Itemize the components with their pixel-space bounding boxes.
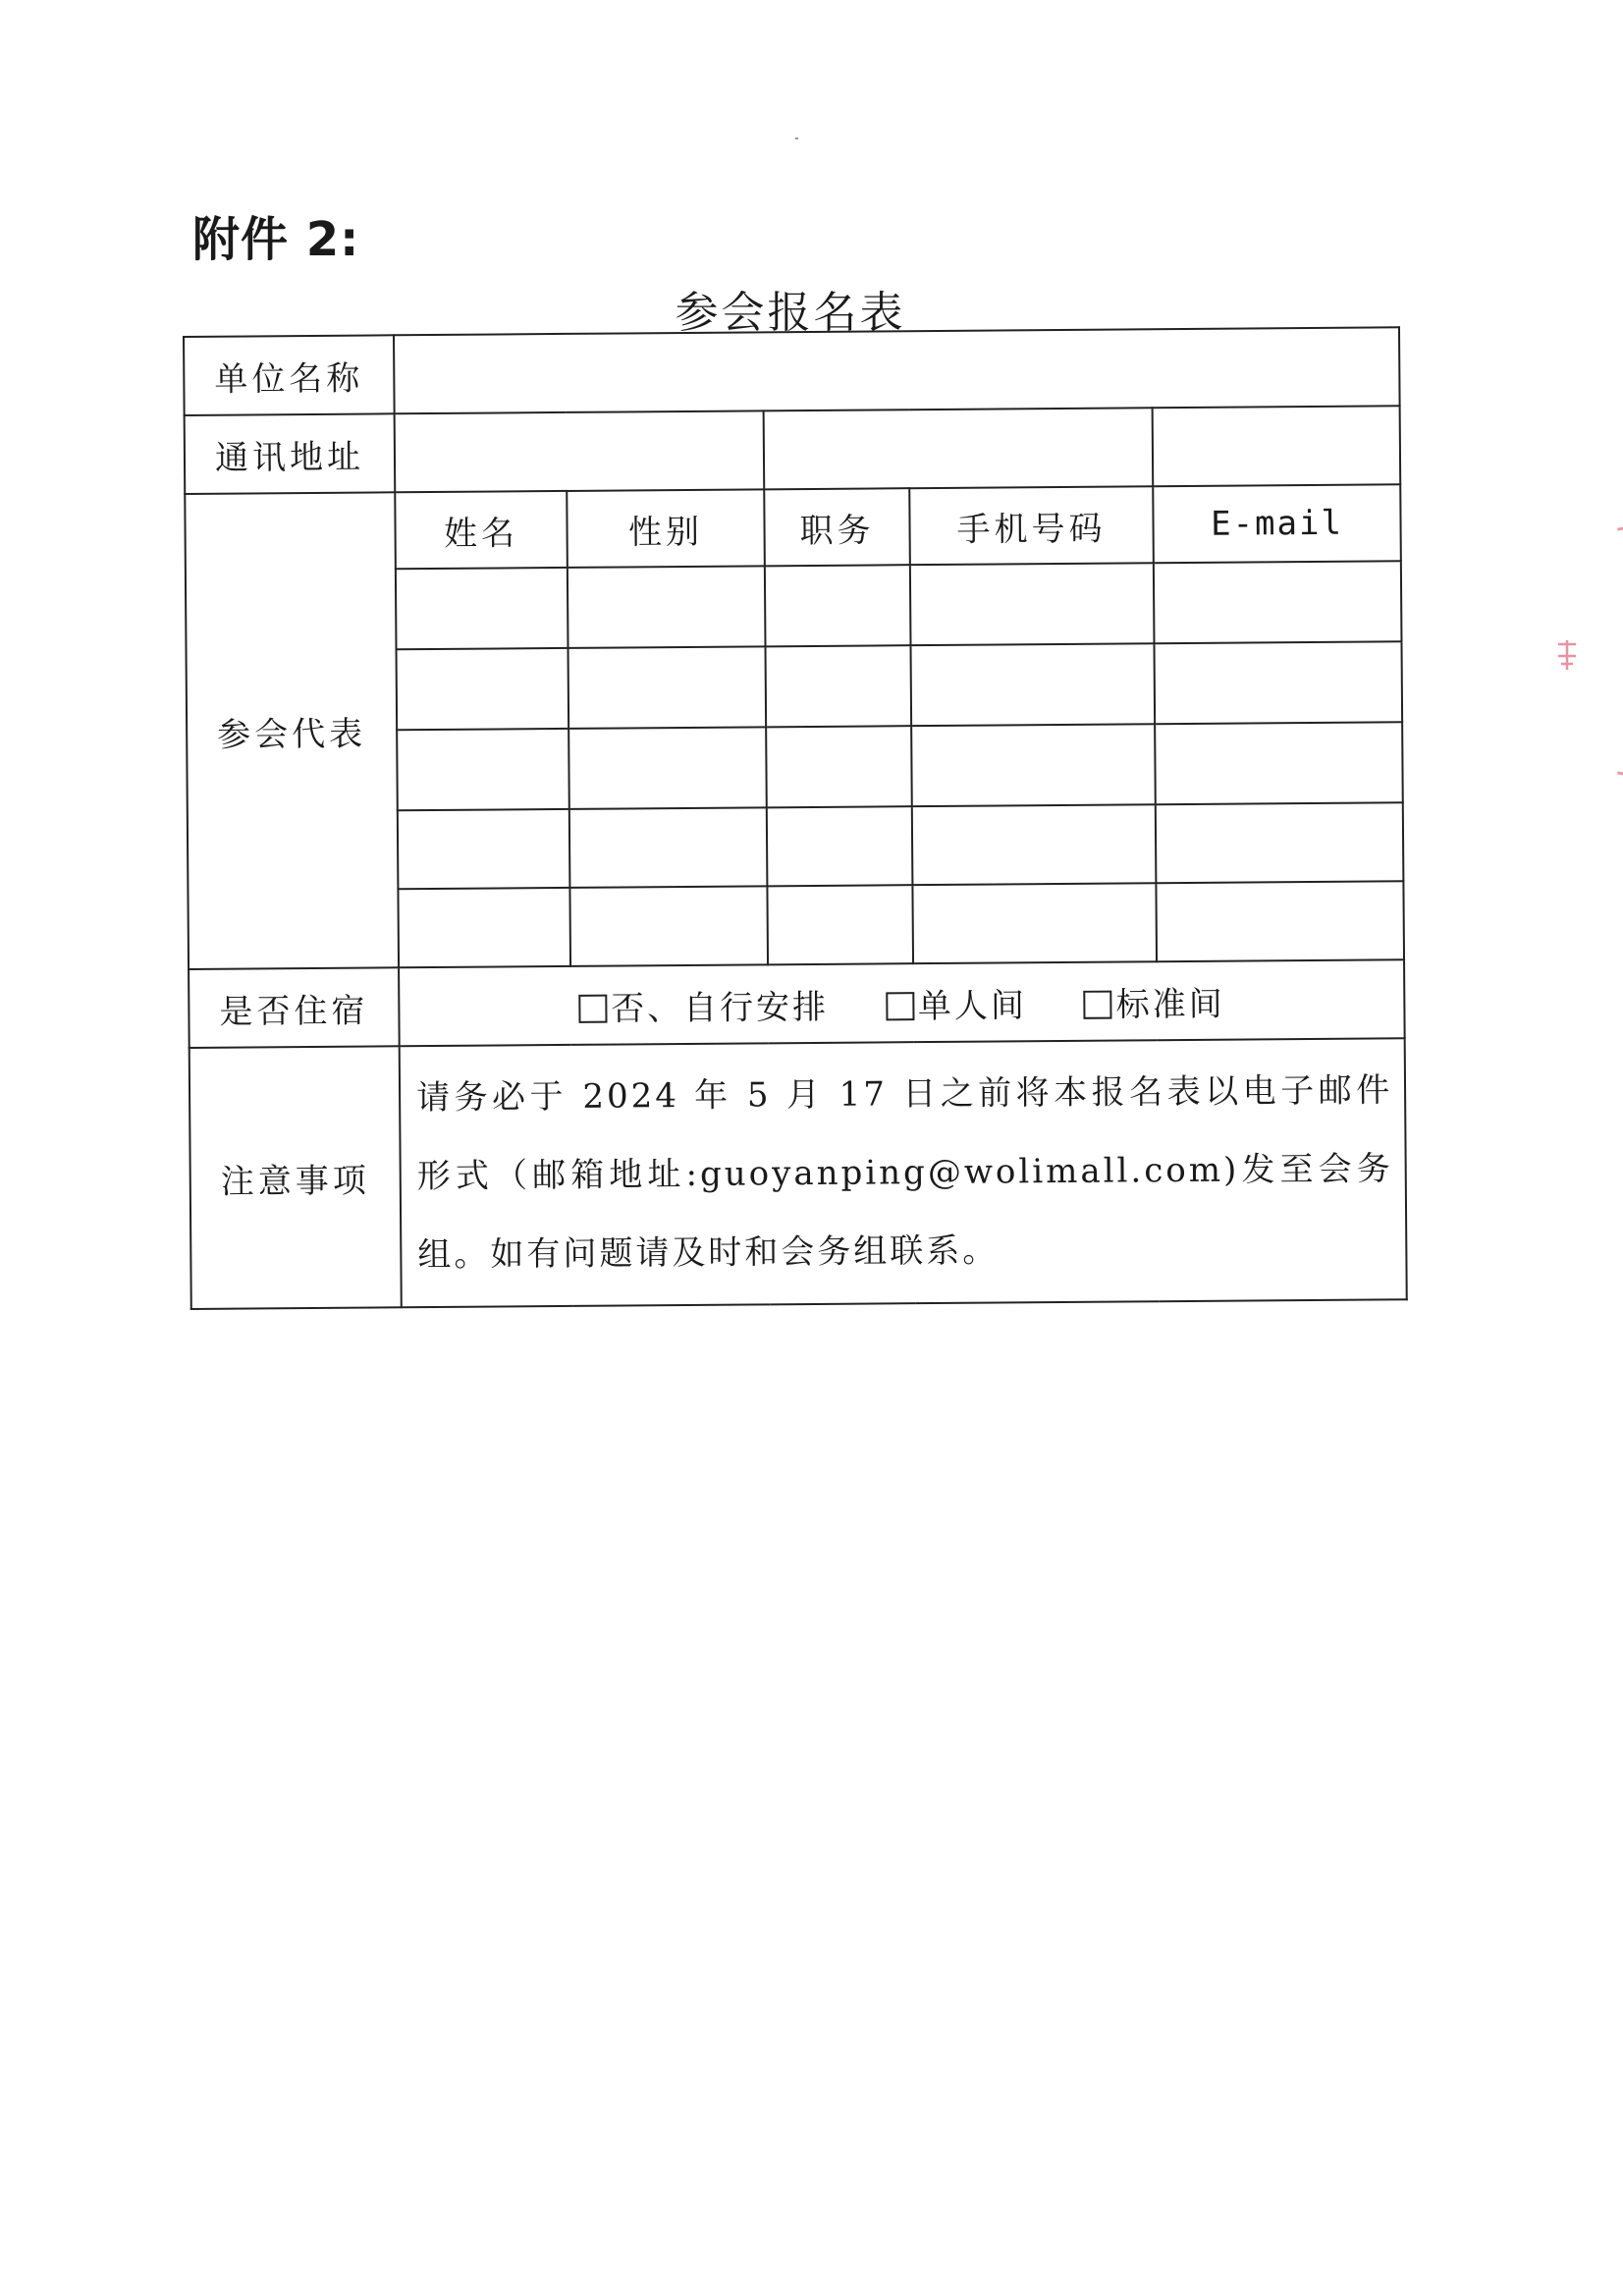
unit-name-field[interactable]: [394, 327, 1400, 413]
phone-cell[interactable]: [912, 804, 1157, 885]
lodging-option-single-room[interactable]: [886, 978, 1027, 1027]
unit-name-row: [184, 327, 1400, 415]
lodging-option-label: 单人间: [917, 985, 1028, 1026]
registration-form-table: [183, 326, 1408, 1310]
phone-cell[interactable]: [912, 883, 1157, 963]
lodging-row: [189, 959, 1405, 1048]
gender-cell[interactable]: [569, 807, 768, 888]
address-field-3[interactable]: [1153, 406, 1401, 486]
phone-cell[interactable]: [910, 563, 1155, 645]
unit-name-label: 单位名称: [184, 335, 395, 415]
email-cell[interactable]: [1156, 881, 1404, 961]
notes-text: 请务必于 2024 年 5 月 17 日之前将本报名表以电子邮件形式（邮箱地址:guoyanping@wolimall.com)发至会务组。如有问题请及时和会务组联系。: [400, 1038, 1407, 1307]
lodging-options: [399, 959, 1405, 1046]
name-cell[interactable]: [398, 888, 570, 967]
column-header-gender: 性别: [567, 489, 765, 568]
address-label: 通讯地址: [185, 413, 396, 494]
column-header-position: 职务: [764, 488, 910, 566]
gender-cell[interactable]: [569, 886, 768, 966]
name-cell[interactable]: [397, 729, 569, 810]
lodging-option-standard-room[interactable]: [1083, 976, 1224, 1025]
gender-cell[interactable]: [568, 566, 766, 648]
representatives-header-row: [185, 484, 1401, 571]
column-header-phone: 手机号码: [909, 486, 1154, 565]
position-cell[interactable]: [765, 565, 911, 646]
red-seal-stamp-fragment: [1554, 638, 1580, 672]
lodging-option-label: 否、自行安排: [610, 987, 830, 1029]
address-row: [185, 406, 1401, 494]
form-title: 参会报名表: [675, 288, 906, 338]
notes-row: [189, 1038, 1407, 1309]
email-cell[interactable]: [1155, 722, 1403, 804]
position-cell[interactable]: [767, 885, 913, 964]
checkbox-icon[interactable]: [886, 992, 914, 1020]
position-cell[interactable]: [766, 645, 912, 727]
gender-cell[interactable]: [568, 646, 767, 729]
address-field-2[interactable]: [764, 408, 1154, 489]
gender-cell[interactable]: [568, 727, 767, 809]
representatives-label: 参会代表: [185, 492, 399, 969]
checkbox-icon[interactable]: [578, 994, 607, 1022]
attachment-label: 附件 2:: [192, 212, 360, 267]
name-cell[interactable]: [396, 568, 568, 649]
position-cell[interactable]: [767, 806, 913, 886]
name-cell[interactable]: [398, 809, 570, 889]
email-cell[interactable]: [1154, 641, 1402, 724]
address-field-1[interactable]: [395, 410, 765, 492]
lodging-option-label: 标准间: [1115, 984, 1225, 1025]
column-header-name: 姓名: [395, 491, 568, 569]
name-cell[interactable]: [397, 648, 569, 730]
phone-cell[interactable]: [910, 643, 1155, 726]
lodging-label: 是否住宿: [189, 967, 400, 1048]
email-cell[interactable]: [1154, 561, 1402, 643]
notes-label: 注意事项: [189, 1046, 402, 1309]
lodging-option-self-arrange[interactable]: [578, 979, 829, 1029]
column-header-email: E-mail: [1153, 484, 1401, 563]
seal-fragment-glyph-icon: [1554, 638, 1580, 672]
phone-cell[interactable]: [911, 724, 1156, 806]
scan-speck: [795, 137, 798, 139]
checkbox-icon[interactable]: [1084, 990, 1112, 1018]
email-cell[interactable]: [1156, 802, 1404, 883]
position-cell[interactable]: [766, 726, 912, 807]
